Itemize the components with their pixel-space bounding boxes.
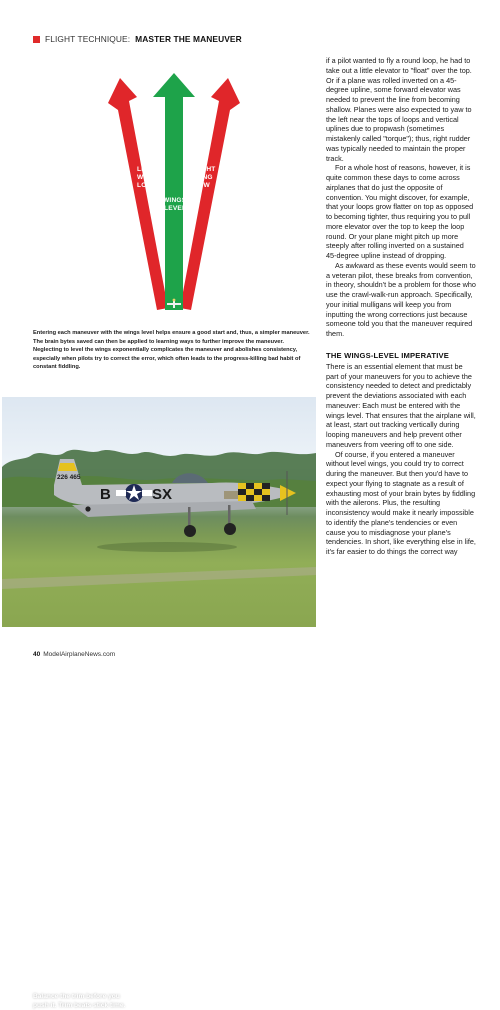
right-label-line-2: WING xyxy=(194,174,213,181)
page-footer xyxy=(33,651,115,661)
fuselage-code-right: SX xyxy=(152,486,173,503)
header-accent-square xyxy=(33,36,40,43)
left-wing-low-arrow xyxy=(108,78,168,310)
paragraph-2: For a whole host of reasons, however, it is quite common these days to come across airplanes that do just the opposite of convention. You might discover, for example, that your loops grow flatter on top as opposed to becoming tighter, thus requiring you to pull more elevator over the top to keep the loop round. Or your plane might pitch up more steeply after rolling inverted on a sustained 45-degree upline instead of dropping. xyxy=(326,163,474,260)
page-number: 40 xyxy=(33,651,41,658)
paragraph-3: As awkward as these events would seem to a veteran pilot, these breaks from convention, in theory, shouldn't be a problem for those who use the crawl-walk-run approach. Specifically, your initial mulligans will keep you from inputting the wrong corrections just because someone told you that the maneuver required them. xyxy=(326,260,476,338)
paragraph-4: There is an essential element that must be part of your maneuvers for you to achieve the consistency needed to detect and predictably prevent the deviations associated with each maneuver: Each must be entered with the wings level. That ensures that the airplane will, at least, start out tracking vertically during looping maneuvers and help prevent other maneuvers from veering off to one side. xyxy=(326,361,476,449)
photo-caption: Balance the trim before you push it. Trim beats stick time. xyxy=(33,993,126,1009)
right-label-line-3: LOW xyxy=(194,182,210,189)
tail-code: 226 465 xyxy=(57,474,81,481)
left-label-line-3: LOW xyxy=(137,182,153,189)
diagram-caption: Entering each maneuver with the wings level helps ensure a good start and, thus, a simpler maneuver. The brain bytes saved can then be applied to learning ways to further improve the maneuver. Neglecting to level the wings exponentially complicates the maneuver and abolishes consistency, especially when pilots try to correct the error, which often leads to the progress-killing bad habit of constant fiddling. xyxy=(33,330,310,371)
header-kicker: FLIGHT TECHNIQUE: xyxy=(45,34,131,44)
photo-illustration xyxy=(2,397,316,627)
center-label-line-2: LEVEL xyxy=(164,205,187,212)
right-label-line-1: RIGHT xyxy=(194,166,216,173)
header-title: MASTER THE MANEUVER xyxy=(135,34,242,44)
article-column xyxy=(326,56,476,557)
center-label-line-1: WINGS xyxy=(163,197,187,204)
paragraph-5: Of course, if you entered a maneuver without level wings, you could try to correct during the maneuver. But then you'd have to expect your flying to stagnate as a result of exhausting most of your brain bytes by fiddling with the ailerons. Plus, the resulting inconsistency would make it nearly impossible to identify the plane's tendencies or even cause you to misdiagnose your plane's tendencies. In short, like everything else in life, it's far easier to do things the correct way xyxy=(326,449,476,556)
wings-level-diagram xyxy=(105,70,243,320)
left-label-line-2: WING xyxy=(137,174,156,181)
section-header xyxy=(33,33,242,45)
right-wing-low-arrow xyxy=(180,78,240,310)
left-label-line-1: LEFT xyxy=(137,166,155,173)
section-heading: THE WINGS-LEVEL IMPERATIVE xyxy=(326,350,450,360)
footer-site: ModelAirplaneNews.com xyxy=(43,651,116,658)
paragraph-1: if a pilot wanted to fly a round loop, he had to take out a little elevator to "float" over the top. Or if a plane was rolled inverted on a 45-degree upline, some forward elevator was needed to prevent the line from becoming shallow. Planes were also expected to yaw to the left near the tops of loops and vertical uplines due to propwash (sometimes mistakenly called "torque"); thus, right rudder was typically needed to maintain the proper track. xyxy=(326,56,472,163)
fuselage-code-left: B xyxy=(100,486,111,503)
